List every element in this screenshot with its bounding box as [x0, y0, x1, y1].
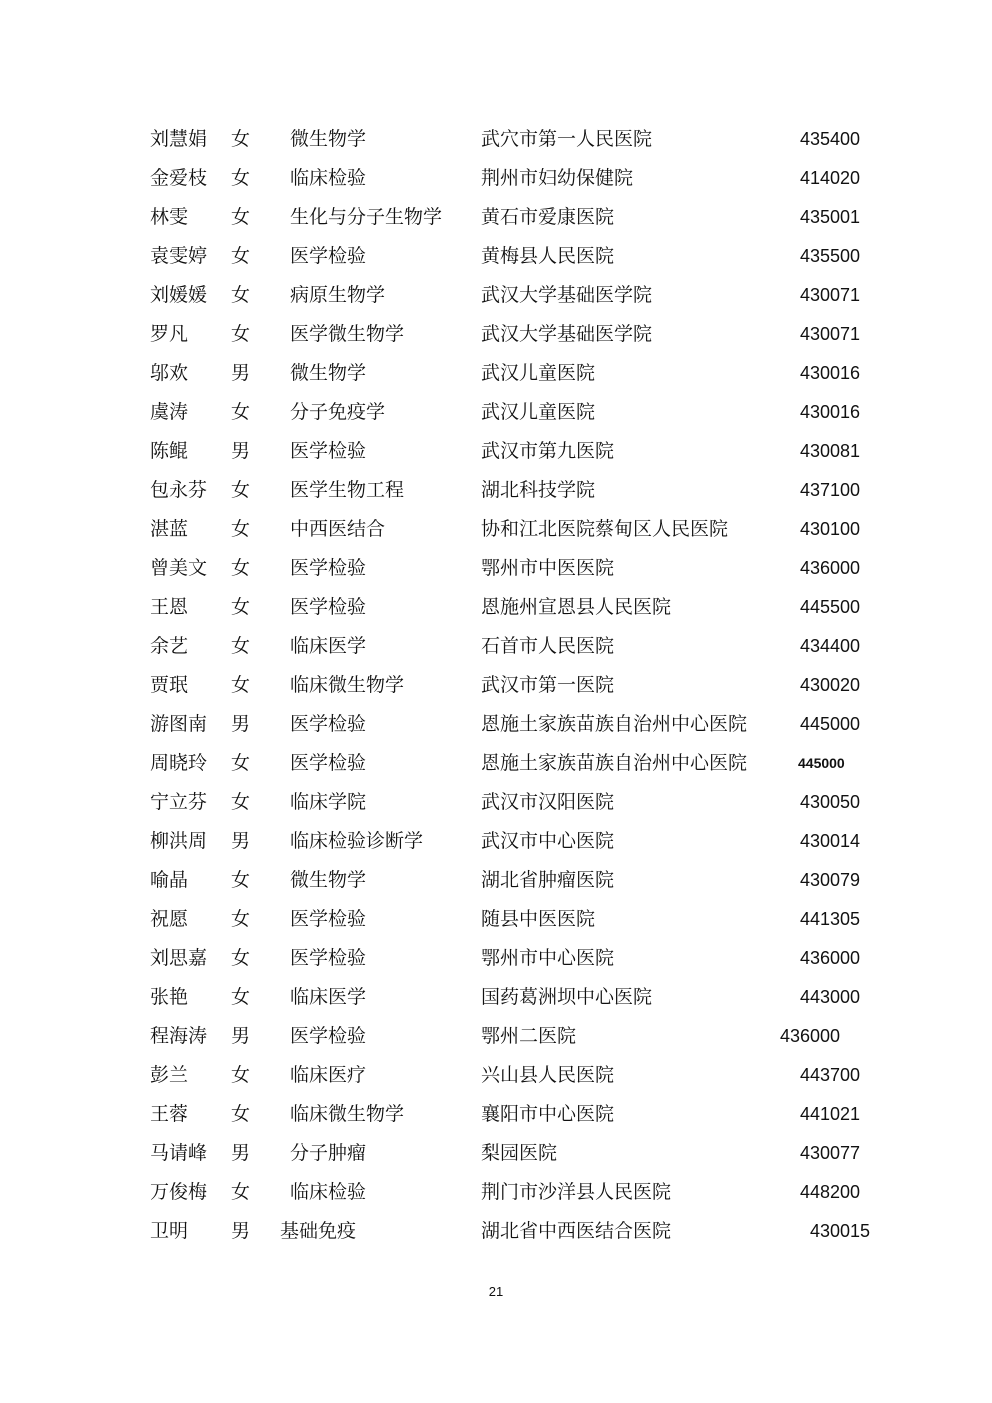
list-row — [0, 705, 992, 744]
member-name: 柳洪周 — [150, 830, 208, 852]
member-gender: 男 — [231, 830, 251, 852]
member-gender: 女 — [231, 518, 251, 540]
member-organization: 襄阳市中心医院 — [481, 1103, 615, 1125]
member-organization: 随县中医医院 — [481, 908, 596, 930]
member-organization: 荆门市沙洋县人民医院 — [481, 1181, 672, 1203]
member-organization: 鄂州市中医医院 — [481, 557, 615, 579]
member-gender: 女 — [231, 752, 251, 774]
member-name: 彭兰 — [150, 1064, 189, 1086]
member-organization: 湖北科技学院 — [481, 479, 596, 501]
member-postcode: 434400 — [800, 636, 861, 656]
member-organization: 湖北省中西医结合医院 — [481, 1220, 672, 1242]
list-row — [0, 198, 992, 237]
member-gender: 女 — [231, 674, 251, 696]
list-row — [0, 1056, 992, 1095]
member-name: 金爱枝 — [150, 167, 208, 189]
member-major: 微生物学 — [290, 128, 367, 150]
member-postcode: 430050 — [800, 792, 861, 812]
member-gender: 女 — [231, 323, 251, 345]
member-name: 林雯 — [150, 206, 189, 228]
member-gender: 男 — [231, 713, 251, 735]
member-organization: 兴山县人民医院 — [481, 1064, 615, 1086]
member-name: 张艳 — [150, 986, 189, 1008]
member-major: 分子肿瘤 — [290, 1142, 367, 1164]
member-organization: 鄂州市中心医院 — [481, 947, 615, 969]
list-row — [0, 1017, 992, 1056]
member-organization: 梨园医院 — [481, 1142, 558, 1164]
member-organization: 石首市人民医院 — [481, 635, 615, 657]
member-name: 包永芬 — [150, 479, 208, 501]
member-postcode: 443000 — [800, 987, 861, 1007]
member-organization: 武汉市汉阳医院 — [481, 791, 615, 813]
page-number: 21 — [488, 1284, 504, 1299]
member-organization: 武穴市第一人民医院 — [481, 128, 653, 150]
member-postcode: 430100 — [800, 519, 861, 539]
member-postcode: 445500 — [800, 597, 861, 617]
member-major: 医学检验 — [290, 947, 367, 969]
member-gender: 男 — [231, 1142, 251, 1164]
list-row — [0, 822, 992, 861]
member-postcode: 430079 — [800, 870, 861, 890]
member-postcode: 435400 — [800, 129, 861, 149]
member-gender: 男 — [231, 1220, 251, 1242]
member-major: 医学检验 — [290, 557, 367, 579]
member-postcode: 441305 — [800, 909, 861, 929]
list-row — [0, 315, 992, 354]
member-postcode: 430071 — [800, 324, 861, 344]
member-gender: 女 — [231, 596, 251, 618]
member-name: 宁立芬 — [150, 791, 208, 813]
member-name: 曾美文 — [150, 557, 208, 579]
member-name: 虞涛 — [150, 401, 189, 423]
list-row — [0, 159, 992, 198]
member-organization: 协和江北医院蔡甸区人民医院 — [481, 518, 729, 540]
list-row — [0, 588, 992, 627]
member-major: 医学检验 — [290, 596, 367, 618]
member-name: 罗凡 — [150, 323, 189, 345]
list-row — [0, 627, 992, 666]
member-name: 刘慧娟 — [150, 128, 208, 150]
member-organization: 黄石市爱康医院 — [481, 206, 615, 228]
member-gender: 女 — [231, 635, 251, 657]
member-name: 王恩 — [150, 596, 189, 618]
member-postcode: 445000 — [798, 755, 845, 771]
member-postcode: 435001 — [800, 207, 861, 227]
member-name: 万俊梅 — [150, 1181, 208, 1203]
list-row — [0, 900, 992, 939]
member-postcode: 436000 — [780, 1026, 841, 1046]
member-organization: 国药葛洲坝中心医院 — [481, 986, 653, 1008]
list-row — [0, 978, 992, 1017]
member-gender: 女 — [231, 869, 251, 891]
member-postcode: 448200 — [800, 1182, 861, 1202]
list-row — [0, 783, 992, 822]
member-gender: 女 — [231, 401, 251, 423]
list-row — [0, 744, 992, 783]
member-gender: 女 — [231, 245, 251, 267]
member-name: 邬欢 — [150, 362, 189, 384]
member-major: 医学检验 — [290, 908, 367, 930]
member-postcode: 430081 — [800, 441, 861, 461]
member-gender: 男 — [231, 1025, 251, 1047]
member-major: 临床医学 — [290, 986, 367, 1008]
member-major: 医学生物工程 — [290, 479, 405, 501]
member-postcode: 430077 — [800, 1143, 861, 1163]
member-organization: 鄂州二医院 — [481, 1025, 577, 1047]
member-major: 病原生物学 — [290, 284, 386, 306]
member-postcode: 430016 — [800, 363, 861, 383]
list-row — [0, 1095, 992, 1134]
member-organization: 恩施土家族苗族自治州中心医院 — [481, 752, 748, 774]
member-organization: 黄梅县人民医院 — [481, 245, 615, 267]
member-name: 王蓉 — [150, 1103, 189, 1125]
member-postcode: 437100 — [800, 480, 861, 500]
member-postcode: 430014 — [800, 831, 861, 851]
member-organization: 武汉市第一医院 — [481, 674, 615, 696]
member-organization: 恩施土家族苗族自治州中心医院 — [481, 713, 748, 735]
member-major: 医学检验 — [290, 440, 367, 462]
member-major: 微生物学 — [290, 869, 367, 891]
member-name: 刘思嘉 — [150, 947, 208, 969]
member-major: 生化与分子生物学 — [290, 206, 443, 228]
member-organization: 武汉儿童医院 — [481, 362, 596, 384]
member-name: 贾珉 — [150, 674, 189, 696]
member-gender: 女 — [231, 1103, 251, 1125]
list-row — [0, 939, 992, 978]
member-postcode: 436000 — [800, 558, 861, 578]
member-postcode: 441021 — [800, 1104, 861, 1124]
member-organization: 恩施州宣恩县人民医院 — [481, 596, 672, 618]
member-postcode: 430015 — [810, 1221, 871, 1241]
member-organization: 武汉大学基础医学院 — [481, 284, 653, 306]
list-row — [0, 276, 992, 315]
member-major: 分子免疫学 — [290, 401, 386, 423]
member-postcode: 443700 — [800, 1065, 861, 1085]
member-name: 祝愿 — [150, 908, 189, 930]
member-gender: 男 — [231, 362, 251, 384]
member-major: 医学微生物学 — [290, 323, 405, 345]
member-gender: 女 — [231, 557, 251, 579]
member-postcode: 445000 — [800, 714, 861, 734]
member-major: 微生物学 — [290, 362, 367, 384]
member-organization: 湖北省肿瘤医院 — [481, 869, 615, 891]
member-major: 临床医疗 — [290, 1064, 367, 1086]
member-name: 袁雯婷 — [150, 245, 208, 267]
member-major: 临床微生物学 — [290, 674, 405, 696]
member-organization: 武汉儿童医院 — [481, 401, 596, 423]
member-postcode: 430020 — [800, 675, 861, 695]
member-gender: 女 — [231, 167, 251, 189]
member-gender: 女 — [231, 128, 251, 150]
member-major: 基础免疫 — [280, 1220, 357, 1242]
member-name: 游图南 — [150, 713, 208, 735]
member-name: 喻晶 — [150, 869, 189, 891]
member-major: 临床学院 — [290, 791, 367, 813]
member-major: 医学检验 — [290, 245, 367, 267]
list-row — [0, 120, 992, 159]
member-name: 周晓玲 — [150, 752, 208, 774]
list-row — [0, 549, 992, 588]
member-postcode: 414020 — [800, 168, 861, 188]
member-organization: 荆州市妇幼保健院 — [481, 167, 634, 189]
member-organization: 武汉大学基础医学院 — [481, 323, 653, 345]
member-postcode: 435500 — [800, 246, 861, 266]
list-row — [0, 432, 992, 471]
member-major: 医学检验 — [290, 1025, 367, 1047]
list-row — [0, 666, 992, 705]
list-row — [0, 354, 992, 393]
member-gender: 女 — [231, 206, 251, 228]
member-gender: 女 — [231, 908, 251, 930]
member-major: 临床检验 — [290, 167, 367, 189]
member-name: 余艺 — [150, 635, 189, 657]
member-gender: 女 — [231, 986, 251, 1008]
list-row — [0, 393, 992, 432]
member-gender: 女 — [231, 1181, 251, 1203]
member-gender: 女 — [231, 284, 251, 306]
list-row — [0, 510, 992, 549]
member-major: 中西医结合 — [290, 518, 386, 540]
member-gender: 男 — [231, 440, 251, 462]
member-major: 临床微生物学 — [290, 1103, 405, 1125]
member-name: 马请峰 — [150, 1142, 208, 1164]
member-gender: 女 — [231, 947, 251, 969]
member-list — [0, 120, 992, 1251]
list-row — [0, 1134, 992, 1173]
member-major: 医学检验 — [290, 713, 367, 735]
member-major: 临床检验诊断学 — [290, 830, 424, 852]
list-row — [0, 237, 992, 276]
list-row — [0, 471, 992, 510]
list-row — [0, 1173, 992, 1212]
member-postcode: 430071 — [800, 285, 861, 305]
list-row — [0, 861, 992, 900]
member-name: 陈鲲 — [150, 440, 189, 462]
member-gender: 女 — [231, 479, 251, 501]
member-major: 临床检验 — [290, 1181, 367, 1203]
member-major: 临床医学 — [290, 635, 367, 657]
member-organization: 武汉市第九医院 — [481, 440, 615, 462]
member-gender: 女 — [231, 791, 251, 813]
member-major: 医学检验 — [290, 752, 367, 774]
member-name: 刘媛媛 — [150, 284, 208, 306]
member-name: 卫明 — [150, 1220, 189, 1242]
member-name: 程海涛 — [150, 1025, 208, 1047]
member-gender: 女 — [231, 1064, 251, 1086]
list-row — [0, 1212, 992, 1251]
member-name: 湛蓝 — [150, 518, 189, 540]
member-postcode: 436000 — [800, 948, 861, 968]
member-organization: 武汉市中心医院 — [481, 830, 615, 852]
member-postcode: 430016 — [800, 402, 861, 422]
